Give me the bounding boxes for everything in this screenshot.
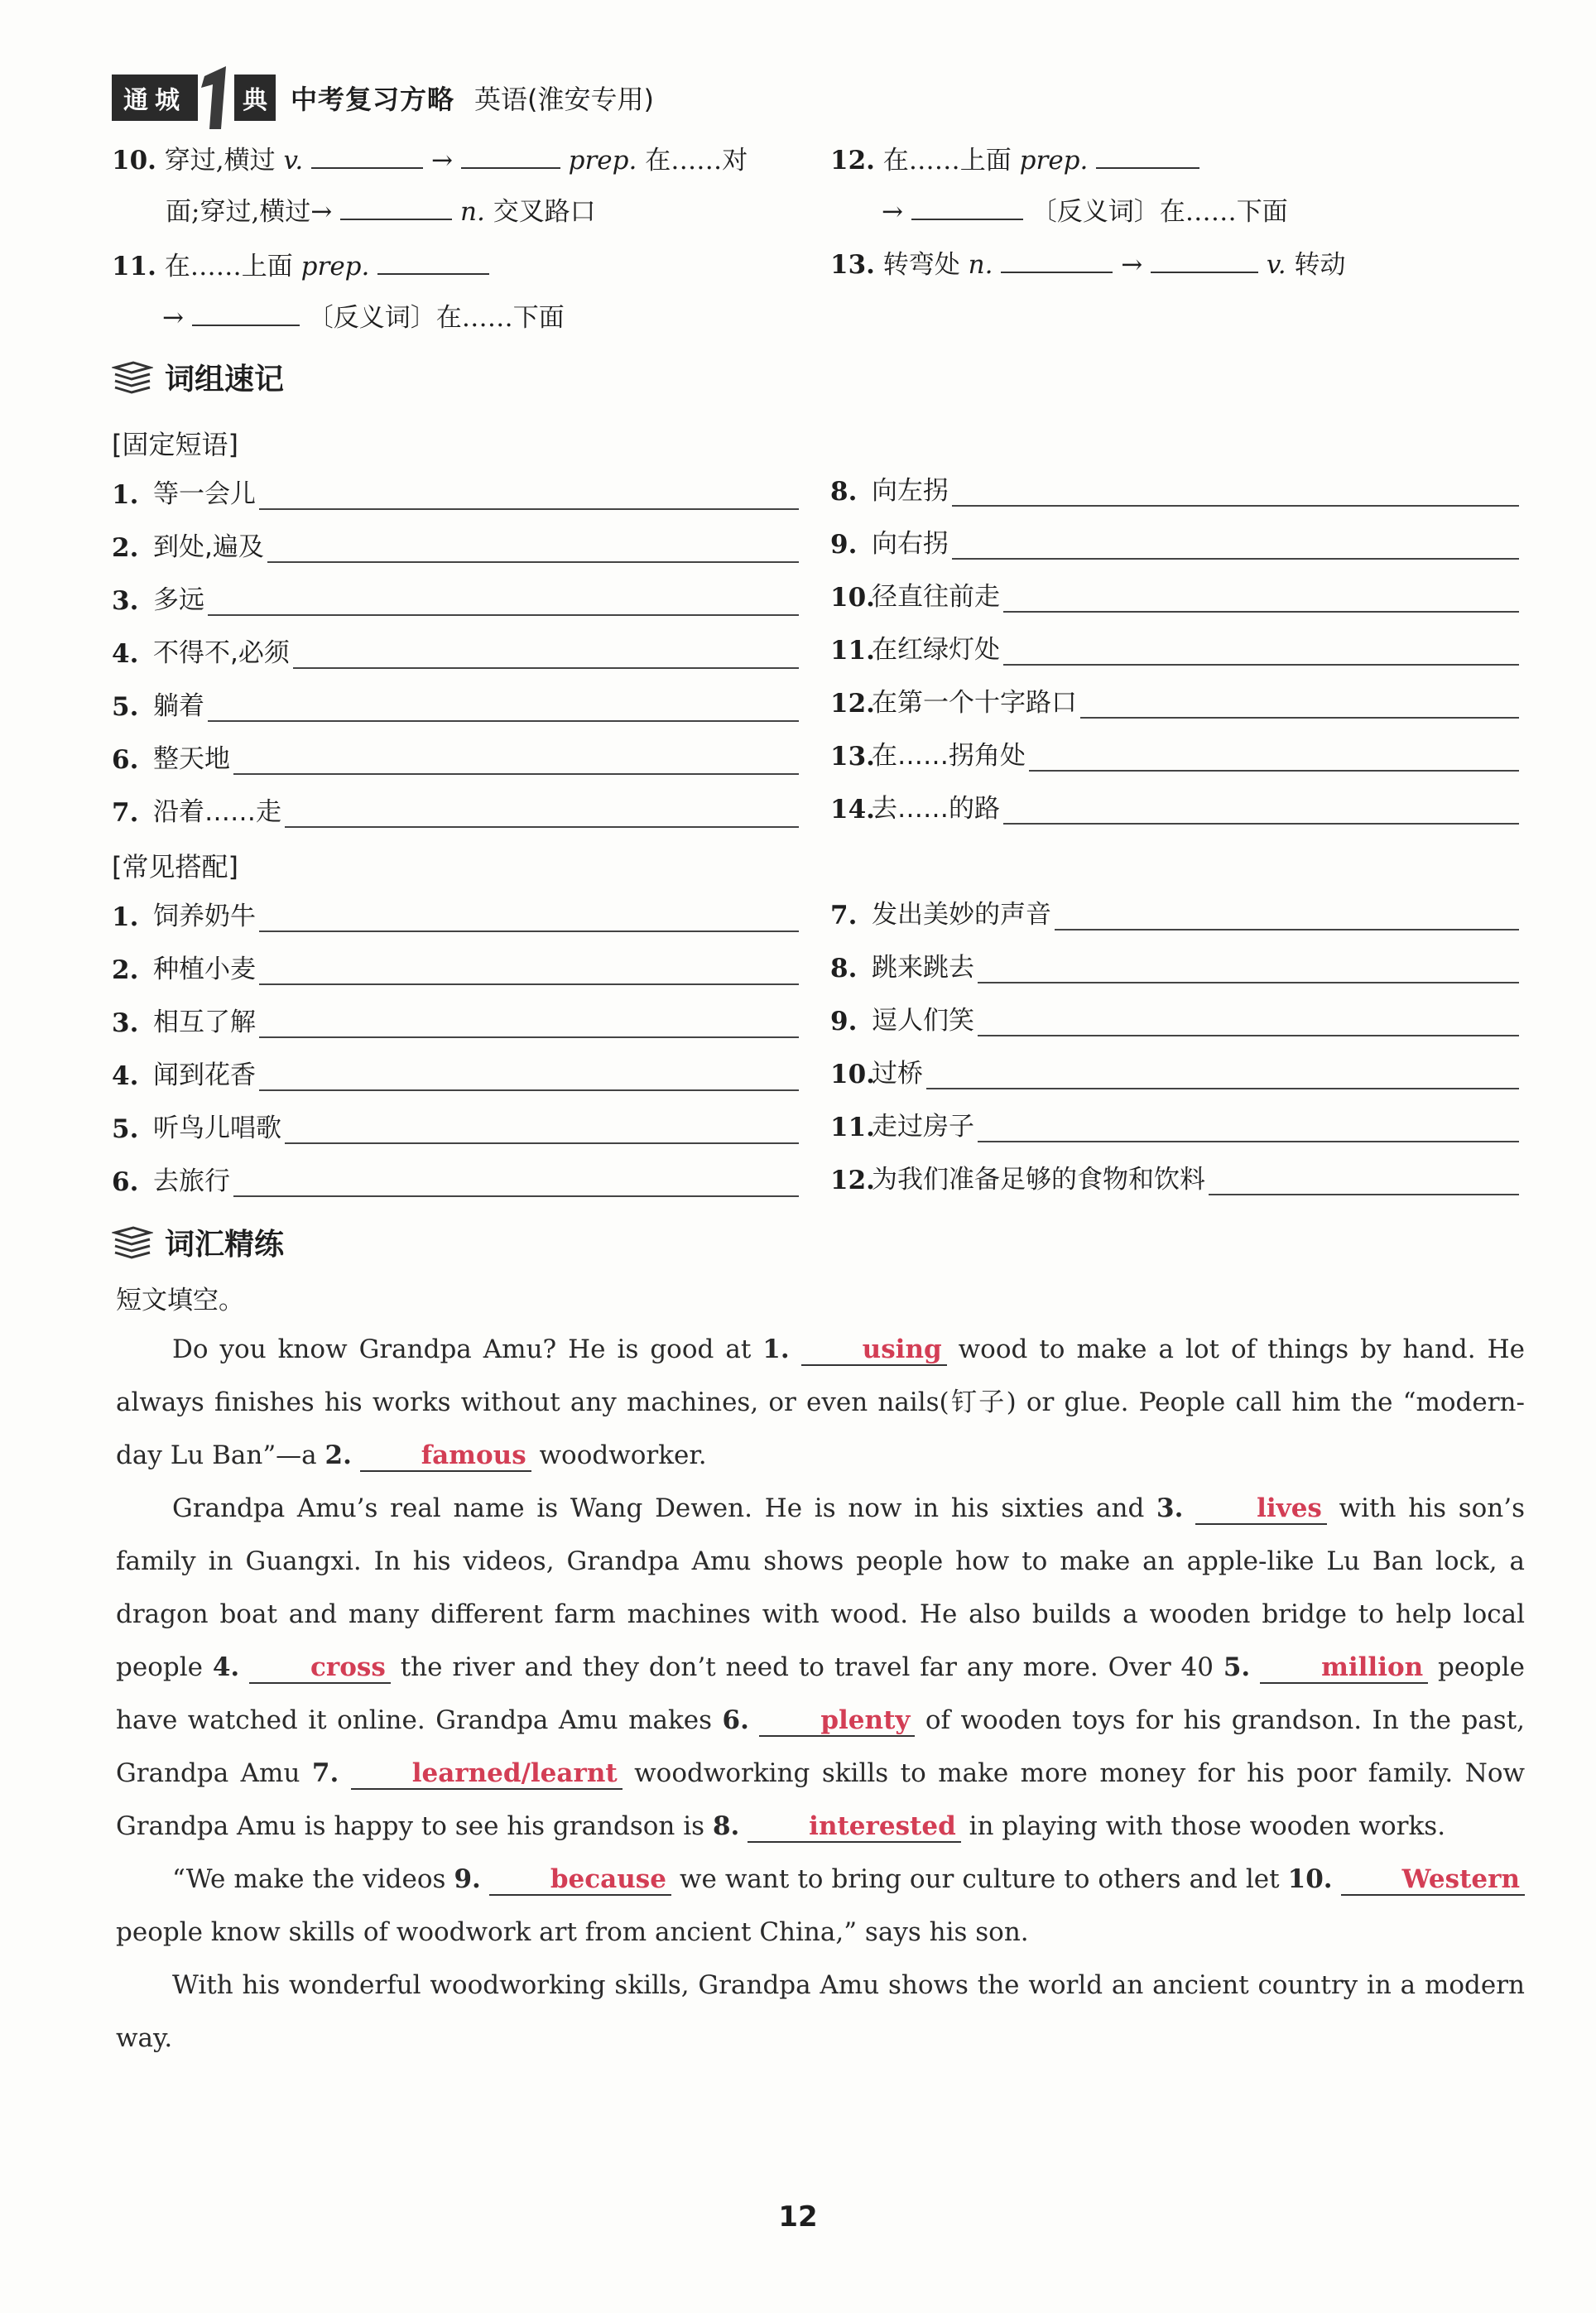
- answer-blank-5[interactable]: million: [1260, 1652, 1428, 1684]
- phrase-text: 在第一个十字路口: [872, 688, 1077, 718]
- answer-line[interactable]: [1209, 1171, 1519, 1195]
- phrase-row: [830, 576, 1519, 613]
- passage-text: woodworker.: [531, 1440, 707, 1470]
- passage-text: “We make the videos: [172, 1864, 454, 1894]
- item-text: 在……上面: [882, 146, 1012, 176]
- phrase-number: 8.: [830, 954, 858, 983]
- phrase-number: 12.: [830, 689, 875, 719]
- answer-line[interactable]: [208, 591, 799, 616]
- item-number: 13.: [830, 250, 875, 280]
- item-number: 11.: [112, 252, 156, 281]
- phrase-text: 去……的路: [872, 794, 1000, 824]
- phrase-row: [112, 1161, 799, 1197]
- phrase-number: 2.: [112, 955, 139, 985]
- blank-number: 7.: [311, 1758, 339, 1788]
- books-icon: [112, 361, 153, 394]
- answer-line[interactable]: [1003, 641, 1519, 666]
- phrase-number: 6.: [112, 745, 139, 775]
- phrase-text: 为我们准备足够的食物和饮料: [872, 1165, 1205, 1195]
- phrase-text: 多远: [153, 585, 204, 615]
- phrase-text: 等一会儿: [153, 479, 256, 509]
- item-text: 转弯处: [882, 250, 960, 280]
- phrase-row: [112, 1055, 799, 1091]
- phrase-row: [830, 629, 1519, 666]
- section-heading-vocab-practice: [112, 1221, 284, 1263]
- passage-text: we want to bring our culture to others and let: [671, 1864, 1288, 1894]
- phrase-number: 4.: [112, 1061, 139, 1091]
- answer-line[interactable]: [978, 1012, 1519, 1036]
- phrase-row: [830, 1000, 1519, 1036]
- answer-line[interactable]: [978, 1118, 1519, 1142]
- phrase-number: 4.: [112, 639, 139, 669]
- answer-blank[interactable]: [340, 194, 452, 220]
- phrase-row: [830, 894, 1519, 930]
- answer-blank[interactable]: [461, 142, 560, 169]
- answer-line[interactable]: [1003, 588, 1519, 613]
- book-subtitle: 英语(淮安专用): [474, 84, 654, 115]
- phrase-text: 相互了解: [153, 1007, 256, 1037]
- phrase-number: 9.: [830, 530, 858, 560]
- blank-number: 1.: [762, 1334, 790, 1364]
- phrase-number: 6.: [112, 1167, 139, 1197]
- answer-blank-2[interactable]: famous: [360, 1440, 531, 1472]
- phrase-number: 11.: [830, 1113, 875, 1142]
- phrase-text: 不得不,必须: [153, 638, 290, 668]
- phrase-row: [830, 1106, 1519, 1142]
- paragraph-4: With his wonderful woodworking skills, Grandpa Amu shows the world an ancient country in a modern way.: [116, 1970, 1525, 2053]
- phrase-number: 12.: [830, 1166, 875, 1195]
- passage-text: people have watched it online. Grandpa Amu makes: [116, 1652, 1526, 1735]
- answer-line[interactable]: [259, 907, 799, 932]
- phrase-number: 3.: [112, 586, 139, 616]
- answer-blank-3[interactable]: lives: [1195, 1493, 1327, 1525]
- answer-blank[interactable]: [311, 142, 423, 169]
- phrase-number: 11.: [830, 636, 875, 666]
- phrase-text: 过桥: [872, 1059, 923, 1089]
- pos-label: n.: [460, 197, 485, 227]
- phrase-text: 饲养奶牛: [153, 902, 256, 931]
- phrase-text: 发出美妙的声音: [872, 900, 1051, 930]
- phrase-number: 7.: [112, 798, 139, 828]
- phrase-row: [112, 791, 799, 828]
- answer-line[interactable]: [293, 644, 799, 669]
- paragraph-1: [116, 1323, 1525, 1482]
- phrase-row: [112, 738, 799, 775]
- phrase-row: [112, 1002, 799, 1038]
- logo-mark: [193, 65, 239, 131]
- item-text: 面;穿过,横过→: [166, 197, 333, 227]
- answer-line[interactable]: [1003, 800, 1519, 825]
- section-heading-phrases: [112, 356, 284, 398]
- passage-text: of wooden toys for his grandson. In the past, Grandpa Amu: [116, 1705, 1526, 1788]
- arrow-icon: →: [162, 303, 184, 333]
- arrow-icon: →: [1121, 250, 1143, 280]
- answer-line[interactable]: [259, 1013, 799, 1038]
- passage-text: Grandpa Amu’s real name is Wang Dewen. He is now in his sixties and: [172, 1493, 1157, 1523]
- answer-line[interactable]: [1080, 694, 1519, 719]
- phrase-row: [830, 470, 1519, 507]
- phrase-text: 径直往前走: [872, 582, 1000, 612]
- blank-number: 2.: [324, 1440, 352, 1470]
- passage-text: with his son’s family in Guangxi. In his videos, Grandpa Amu shows people how to make an apple-like Lu Ban lock, a dragon boat and many different farm machines with wood. He also builds a wooden bridge to help local people: [116, 1493, 1526, 1682]
- answer-blank[interactable]: [1001, 247, 1113, 273]
- item-text: 转动: [1294, 250, 1346, 280]
- phrase-text: 向右拐: [872, 529, 949, 559]
- phrase-row: [830, 1159, 1519, 1195]
- phrase-row: [112, 632, 799, 669]
- answer-blank-6[interactable]: plenty: [759, 1705, 915, 1737]
- blank-number: 10.: [1287, 1864, 1333, 1894]
- phrase-text: 在……拐角处: [872, 741, 1026, 771]
- page-number: 12: [778, 2200, 818, 2234]
- answer-blank-10[interactable]: Western: [1341, 1864, 1525, 1896]
- answer-line[interactable]: [1055, 906, 1519, 930]
- passage-text: wood to make a lot of things by hand. He always finishes his works without any machines, or even nails(钉子) or glue. People call him the “modern-day Lu Ban”—a: [116, 1334, 1525, 1470]
- answer-line[interactable]: [233, 1172, 799, 1197]
- pos-label: v.: [1266, 250, 1286, 280]
- blank-number: 4.: [212, 1652, 240, 1682]
- vocab-item-10: [112, 142, 748, 177]
- passage-text: the river and they don’t need to travel far any more. Over 40: [390, 1652, 1223, 1682]
- section-title: 词汇精练: [165, 1228, 285, 1262]
- answer-blank[interactable]: [377, 248, 489, 275]
- phrase-number: 5.: [112, 1114, 139, 1144]
- phrase-number: 3.: [112, 1008, 139, 1038]
- paragraph-3: [116, 1853, 1525, 1959]
- phrase-text: 走过房子: [872, 1112, 974, 1142]
- page-header: [112, 73, 654, 123]
- books-icon: [112, 1226, 153, 1259]
- phrase-number: 2.: [112, 533, 139, 563]
- phrase-text: 沿着……走: [153, 797, 281, 827]
- answer-blank-9[interactable]: because: [489, 1864, 671, 1896]
- phrase-number: 14.: [830, 795, 875, 825]
- phrase-row: [112, 474, 799, 510]
- phrase-row: [112, 579, 799, 616]
- answer-blank-8[interactable]: interested: [748, 1811, 961, 1843]
- passage-text: Do you know Grandpa Amu? He is good at: [172, 1334, 763, 1364]
- phrase-text: 听鸟儿唱歌: [153, 1113, 281, 1143]
- vocab-item-12: [830, 142, 1199, 177]
- phrase-number: 10.: [830, 583, 875, 613]
- vocab-item-12-cont: [882, 194, 1288, 228]
- answer-line[interactable]: [926, 1065, 1519, 1089]
- answer-line[interactable]: [952, 535, 1519, 560]
- answer-line[interactable]: [1029, 747, 1519, 772]
- answer-line[interactable]: [259, 960, 799, 985]
- phrase-row: [830, 1053, 1519, 1089]
- phrase-row: [112, 685, 799, 722]
- phrase-row: [830, 523, 1519, 560]
- pos-label: prep.: [568, 146, 637, 176]
- phrase-text: 去旅行: [153, 1166, 230, 1196]
- logo: [112, 76, 276, 119]
- book-title: 中考复习方略: [291, 84, 455, 115]
- phrase-row: [830, 788, 1519, 825]
- subheading-fixed-phrases: [固定短语]: [112, 429, 238, 460]
- arrow-icon: →: [430, 146, 453, 176]
- vocab-item-10-cont: [166, 194, 596, 228]
- item-text: 〔反义词〕在……下面: [1031, 197, 1288, 227]
- pos-label: prep.: [1019, 146, 1089, 176]
- answer-line[interactable]: [952, 482, 1519, 507]
- paragraph-2: [116, 1482, 1525, 1853]
- answer-line[interactable]: [285, 803, 799, 828]
- item-text: 交叉路口: [493, 197, 596, 227]
- answer-line[interactable]: [259, 485, 799, 510]
- logo-right-text: 典: [234, 75, 276, 121]
- vocab-item-11: [112, 248, 489, 283]
- exercise-instruction: 短文填空。: [116, 1286, 244, 1315]
- blank-number: 3.: [1156, 1493, 1184, 1523]
- answer-blank-7[interactable]: learned/learnt: [351, 1758, 623, 1790]
- blank-number: 9.: [454, 1864, 481, 1894]
- item-text: 穿过,横过: [164, 146, 276, 176]
- phrase-number: 13.: [830, 742, 875, 772]
- phrase-number: 7.: [830, 901, 858, 930]
- answer-blank-4[interactable]: cross: [249, 1652, 391, 1684]
- blank-number: 6.: [722, 1705, 749, 1735]
- phrase-row: [112, 896, 799, 932]
- phrase-text: 种植小麦: [153, 955, 256, 984]
- subheading-common-collocations: [常见搭配]: [112, 851, 238, 882]
- vocab-item-13: [830, 247, 1345, 281]
- answer-blank-1[interactable]: using: [801, 1334, 947, 1366]
- phrase-text: 向左拐: [872, 476, 949, 506]
- phrase-row: [112, 949, 799, 985]
- phrase-row: [830, 735, 1519, 772]
- logo-left-text: 通城: [112, 75, 198, 121]
- phrase-text: 逗人们笑: [872, 1006, 974, 1036]
- answer-blank[interactable]: [1151, 247, 1258, 273]
- phrase-row: [112, 527, 799, 563]
- item-text: 〔反义词〕在……下面: [307, 303, 565, 333]
- phrase-text: 整天地: [153, 744, 230, 774]
- phrase-row: [830, 682, 1519, 719]
- item-text: 在……对: [645, 146, 748, 176]
- pos-label: prep.: [300, 252, 370, 281]
- phrase-text: 躺着: [153, 691, 204, 721]
- answer-line[interactable]: [978, 959, 1519, 983]
- phrase-text: 闻到花香: [153, 1060, 256, 1090]
- item-text: 在……上面: [164, 252, 293, 281]
- pos-label: n.: [968, 250, 993, 280]
- answer-blank[interactable]: [192, 300, 300, 326]
- blank-number: 5.: [1223, 1652, 1251, 1682]
- arrow-icon: →: [882, 197, 903, 227]
- passage-text: in playing with those wooden works.: [960, 1811, 1446, 1841]
- answer-blank[interactable]: [1096, 142, 1199, 169]
- phrase-number: 5.: [112, 692, 139, 722]
- item-number: 10.: [112, 146, 156, 176]
- answer-line[interactable]: [259, 1066, 799, 1091]
- section-title: 词组速记: [165, 363, 285, 397]
- phrase-number: 10.: [830, 1060, 875, 1089]
- phrase-text: 跳来跳去: [872, 953, 974, 983]
- phrase-number: 8.: [830, 477, 858, 507]
- phrase-number: 1.: [112, 480, 139, 510]
- passage-text: people know skills of woodwork art from ancient China,” says his son.: [116, 1917, 1029, 1947]
- item-number: 12.: [830, 146, 875, 176]
- blank-number: 8.: [712, 1811, 740, 1841]
- answer-line[interactable]: [285, 1119, 799, 1144]
- phrase-number: 1.: [112, 902, 139, 932]
- pos-label: v.: [283, 146, 304, 176]
- phrase-row: [112, 1108, 799, 1144]
- phrase-text: 在红绿灯处: [872, 635, 1000, 665]
- answer-blank[interactable]: [911, 194, 1023, 220]
- answer-line[interactable]: [233, 750, 799, 775]
- phrase-text: 到处,遍及: [153, 532, 264, 562]
- phrase-number: 9.: [830, 1007, 858, 1036]
- answer-line[interactable]: [267, 538, 799, 563]
- cloze-passage: [116, 1323, 1525, 2065]
- phrase-row: [830, 947, 1519, 983]
- answer-line[interactable]: [208, 697, 799, 722]
- passage-text: woodworking skills to make more money for his poor family. Now Grandpa Amu is happy to see his grandson is: [116, 1758, 1526, 1841]
- vocab-item-11-cont: [162, 300, 565, 334]
